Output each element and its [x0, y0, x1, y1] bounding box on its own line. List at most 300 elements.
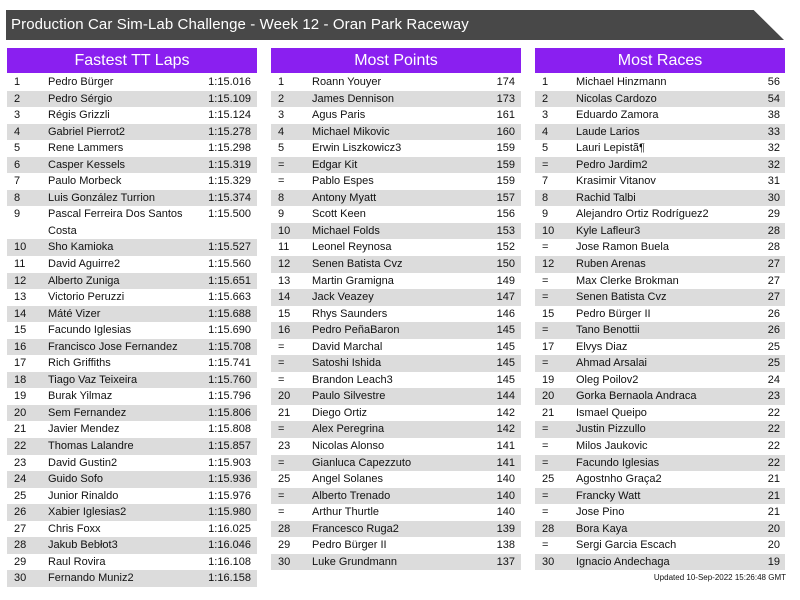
- row-value: 1:15.760: [208, 373, 251, 386]
- row-driver-name: Michael Mikovic: [312, 125, 390, 138]
- row-position: 15: [14, 324, 27, 337]
- row-driver-name: James Dennison: [312, 92, 394, 105]
- row-driver-name: Satoshi Ishida: [312, 357, 382, 370]
- row-value: 1:15.016: [208, 76, 251, 88]
- row-value: 22: [767, 440, 780, 453]
- row-value: 1:15.329: [208, 175, 251, 188]
- row-value: 32: [767, 142, 780, 155]
- row-position: 17: [542, 340, 555, 353]
- row-value: 141: [496, 456, 515, 469]
- row-value: 26: [767, 307, 780, 320]
- row-value: 149: [496, 274, 515, 287]
- row-value: 1:15.796: [208, 390, 251, 403]
- row-driver-name: Nicolas Alonso: [312, 440, 385, 453]
- table-row: [535, 223, 785, 240]
- row-position: 7: [542, 175, 549, 188]
- row-value: 1:15.651: [208, 274, 251, 287]
- row-driver-name: Krasimir Vitanov: [576, 175, 656, 188]
- row-position: 13: [14, 291, 27, 304]
- table-row: [7, 355, 257, 372]
- table-row: [7, 471, 257, 488]
- row-value: 38: [767, 109, 780, 122]
- row-driver-name: Chris Foxx: [48, 522, 101, 535]
- row-driver-name: Fernando Muniz2: [48, 572, 134, 585]
- row-position: 10: [542, 224, 555, 237]
- row-position: =: [542, 274, 549, 287]
- row-position: 8: [542, 191, 549, 204]
- row-driver-name: Jose Pino: [576, 506, 625, 519]
- table-row: [7, 438, 257, 455]
- row-driver-name: Rachid Talbi: [576, 191, 636, 204]
- table-row: [535, 124, 785, 141]
- table-row: [271, 239, 521, 256]
- table-row: [7, 521, 257, 538]
- row-driver-name: Javier Mendez: [48, 423, 120, 436]
- row-position: 5: [14, 142, 21, 155]
- row-value: 25: [767, 357, 780, 370]
- row-driver-name: Sergi Garcia Escach: [576, 539, 677, 552]
- row-position: 17: [14, 357, 27, 370]
- row-driver-name: Tiago Vaz Teixeira: [48, 373, 138, 386]
- row-driver-name: Kyle Lafleur3: [576, 224, 641, 237]
- table-row: [535, 74, 785, 91]
- row-value: 1:15.298: [208, 142, 251, 155]
- table-row: [271, 421, 521, 438]
- row-position: 9: [278, 208, 285, 221]
- row-driver-name: Alejandro Ortiz Rodríguez2: [576, 208, 709, 221]
- table-row: [535, 421, 785, 438]
- row-value: 145: [496, 357, 515, 370]
- row-position: 21: [542, 406, 555, 419]
- table-row: [271, 91, 521, 108]
- row-value: 22: [767, 406, 780, 419]
- row-position: =: [542, 291, 549, 304]
- row-driver-name: Milos Jaukovic: [576, 440, 648, 453]
- row-position: =: [278, 489, 285, 502]
- row-value: 1:15.688: [208, 307, 251, 320]
- row-position: =: [278, 340, 285, 353]
- table-row: [7, 306, 257, 323]
- row-driver-name: Ignacio Andechaga: [576, 555, 670, 568]
- row-driver-name: Pedro Bürger: [48, 76, 114, 88]
- row-value: 1:15.708: [208, 340, 251, 353]
- row-driver-name: Pedro Jardim2: [576, 158, 648, 171]
- row-position: 10: [14, 241, 27, 254]
- table-row: [7, 289, 257, 306]
- row-value: 1:15.374: [208, 191, 251, 204]
- row-position: 25: [14, 489, 27, 502]
- row-value: 1:15.936: [208, 473, 251, 486]
- row-driver-name: Nicolas Cardozo: [576, 92, 657, 105]
- row-value: 145: [496, 340, 515, 353]
- row-driver-name: Burak Yilmaz: [48, 390, 113, 403]
- row-driver-name: Max Clerke Brokman: [576, 274, 679, 287]
- row-value: 145: [496, 373, 515, 386]
- row-position: 18: [14, 373, 27, 386]
- row-position: 12: [542, 258, 555, 271]
- row-value: 27: [767, 274, 780, 287]
- row-driver-name: Pedro Bürger II: [576, 307, 651, 320]
- table-row: [271, 140, 521, 157]
- table-row: [535, 488, 785, 505]
- row-position: 20: [542, 390, 555, 403]
- row-driver-name: Gabriel Pierrot2: [48, 125, 126, 138]
- row-driver-name: Sho Kamioka: [48, 241, 114, 254]
- table-row: [7, 74, 257, 91]
- row-value: 1:15.500: [208, 208, 251, 221]
- row-value: 22: [767, 423, 780, 436]
- table-row: [271, 554, 521, 571]
- table-row: [271, 504, 521, 521]
- table-row: [7, 405, 257, 422]
- row-position: 12: [278, 258, 291, 271]
- row-position: =: [542, 241, 549, 254]
- row-driver-name: Senen Batista Cvz: [312, 258, 403, 271]
- row-position: 26: [14, 506, 27, 519]
- row-value: 1:15.124: [208, 109, 251, 122]
- fastest-laps-list: [7, 74, 257, 587]
- row-position: 22: [14, 440, 27, 453]
- row-driver-name: Lauri Lepistã¶: [576, 142, 645, 155]
- table-row: [271, 157, 521, 174]
- table-row: [271, 74, 521, 91]
- row-driver-name: Antony Myatt: [312, 191, 377, 204]
- row-position: 23: [14, 456, 27, 469]
- row-value: 140: [496, 506, 515, 519]
- row-driver-name: Bora Kaya: [576, 522, 628, 535]
- row-driver-name: Francisco Jose Fernandez: [48, 340, 178, 353]
- row-driver-name: Alberto Zuniga: [48, 274, 120, 287]
- row-position: =: [542, 324, 549, 337]
- row-value: 142: [496, 406, 515, 419]
- row-value: 28: [767, 224, 780, 237]
- table-row: [271, 488, 521, 505]
- panel-header: Most Races: [535, 48, 785, 73]
- row-position: 4: [542, 125, 549, 138]
- table-row: [535, 289, 785, 306]
- row-position: 15: [278, 307, 291, 320]
- row-driver-name: Sem Fernandez: [48, 406, 127, 419]
- row-value: 139: [496, 522, 515, 535]
- table-row: [535, 554, 785, 571]
- row-value: 25: [767, 340, 780, 353]
- row-driver-name: Francesco Ruga2: [312, 522, 399, 535]
- table-row: [535, 438, 785, 455]
- table-row: [271, 471, 521, 488]
- table-row: [7, 91, 257, 108]
- row-position: 1: [542, 76, 549, 88]
- table-row: [535, 273, 785, 290]
- row-position: 7: [14, 175, 21, 188]
- row-value: 159: [496, 142, 515, 155]
- row-position: 25: [278, 473, 291, 486]
- row-driver-name: Laude Larios: [576, 125, 640, 138]
- row-driver-name: Ruben Arenas: [576, 258, 646, 271]
- row-value: 31: [767, 175, 780, 188]
- row-value: 32: [767, 158, 780, 171]
- table-row: [7, 124, 257, 141]
- row-value: 1:15.806: [208, 406, 251, 419]
- row-value: 144: [496, 390, 515, 403]
- row-driver-name: Victorio Peruzzi: [48, 291, 125, 304]
- row-position: 14: [14, 307, 27, 320]
- table-row: [535, 157, 785, 174]
- row-value: 159: [496, 158, 515, 171]
- row-position: =: [278, 158, 285, 171]
- row-value: 146: [496, 307, 515, 320]
- row-driver-name: Jakub Bebłot3: [48, 539, 118, 552]
- row-value: 1:15.663: [208, 291, 251, 304]
- row-driver-name: Agus Paris: [312, 109, 366, 122]
- row-position: 10: [278, 224, 291, 237]
- row-position: 3: [542, 109, 549, 122]
- row-value: 147: [496, 291, 515, 304]
- row-position: 4: [278, 125, 285, 138]
- row-position: 4: [14, 125, 21, 138]
- table-row: [7, 239, 257, 256]
- table-row: [535, 355, 785, 372]
- row-value: 138: [496, 539, 515, 552]
- row-position: 28: [278, 522, 291, 535]
- row-driver-name: Guido Sofo: [48, 473, 104, 486]
- row-driver-name: Paulo Morbeck: [48, 175, 122, 188]
- table-row: [535, 322, 785, 339]
- table-row: [271, 339, 521, 356]
- row-value: 1:15.980: [208, 506, 251, 519]
- row-driver-name: Régis Grizzli: [48, 109, 110, 122]
- row-value: 1:15.690: [208, 324, 251, 337]
- row-value: 153: [496, 224, 515, 237]
- row-driver-name: Michael Hinzmann: [576, 76, 667, 88]
- row-position: =: [278, 506, 285, 519]
- row-position: 15: [542, 307, 555, 320]
- row-position: 27: [14, 522, 27, 535]
- table-row: [7, 570, 257, 587]
- panel-header: Fastest TT Laps: [7, 48, 257, 73]
- table-row: [535, 521, 785, 538]
- table-row: [271, 455, 521, 472]
- row-position: 11: [14, 258, 26, 271]
- row-driver-name: Alex Peregrina: [312, 423, 385, 436]
- row-position: =: [278, 373, 285, 386]
- row-value: 1:16.046: [208, 539, 251, 552]
- most-races-panel: [535, 48, 785, 570]
- row-value: 27: [767, 258, 780, 271]
- row-value: 20: [767, 522, 780, 535]
- most-races-list: [535, 74, 785, 570]
- fastest-laps-panel: [7, 48, 257, 587]
- table-row: [271, 388, 521, 405]
- row-value: 30: [767, 191, 780, 204]
- table-row: [271, 190, 521, 207]
- row-driver-name: Michael Folds: [312, 224, 380, 237]
- row-position: =: [542, 489, 549, 502]
- table-row: [535, 256, 785, 273]
- row-position: 23: [278, 440, 291, 453]
- table-row: [271, 173, 521, 190]
- row-driver-name: Rich Griffiths: [48, 357, 111, 370]
- row-position: 2: [14, 92, 21, 105]
- table-row: [271, 405, 521, 422]
- row-value: 24: [767, 373, 780, 386]
- row-value: 140: [496, 473, 515, 486]
- table-row: [535, 239, 785, 256]
- row-position: =: [542, 158, 549, 171]
- row-position: =: [542, 456, 549, 469]
- row-value: 26: [767, 324, 780, 337]
- table-row: [7, 256, 257, 273]
- row-position: 20: [14, 406, 27, 419]
- row-value: 21: [767, 489, 780, 502]
- row-value: 22: [767, 456, 780, 469]
- table-row: [7, 206, 257, 239]
- row-driver-name: Oleg Poilov2: [576, 373, 639, 386]
- row-driver-name: Pascal Ferreira Dos Santos Costa: [48, 208, 183, 237]
- row-position: 30: [542, 555, 555, 568]
- row-driver-name: David Gustin2: [48, 456, 118, 469]
- row-position: 3: [14, 109, 21, 122]
- table-row: [535, 140, 785, 157]
- row-position: 1: [278, 76, 285, 88]
- table-row: [535, 107, 785, 124]
- table-row: [7, 537, 257, 554]
- row-driver-name: Ismael Queipo: [576, 406, 647, 419]
- row-driver-name: Luke Grundmann: [312, 555, 397, 568]
- row-driver-name: Pablo Espes: [312, 175, 374, 188]
- table-row: [535, 91, 785, 108]
- row-driver-name: Facundo Iglesias: [48, 324, 132, 337]
- row-value: 142: [496, 423, 515, 436]
- row-driver-name: Luis González Turrion: [48, 191, 155, 204]
- row-value: 20: [767, 539, 780, 552]
- table-row: [535, 471, 785, 488]
- row-value: 174: [496, 76, 515, 88]
- row-driver-name: Rhys Saunders: [312, 307, 388, 320]
- row-position: 24: [14, 473, 27, 486]
- table-row: [7, 421, 257, 438]
- row-driver-name: Scott Keen: [312, 208, 366, 221]
- row-position: =: [542, 357, 549, 370]
- row-value: 21: [767, 473, 780, 486]
- row-value: 1:15.278: [208, 125, 251, 138]
- row-position: 12: [14, 274, 27, 287]
- row-value: 157: [496, 191, 515, 204]
- table-row: [535, 405, 785, 422]
- row-driver-name: Agostnho Graça2: [576, 473, 662, 486]
- row-value: 1:15.976: [208, 489, 251, 502]
- row-value: 161: [496, 109, 515, 122]
- table-row: [7, 372, 257, 389]
- row-driver-name: Pedro PeñaBaron: [312, 324, 400, 337]
- row-position: 9: [14, 208, 21, 221]
- table-row: [7, 157, 257, 174]
- table-row: [7, 388, 257, 405]
- row-driver-name: Raul Rovira: [48, 555, 106, 568]
- row-value: 21: [767, 506, 780, 519]
- row-value: 1:15.903: [208, 456, 251, 469]
- table-row: [7, 173, 257, 190]
- row-position: 29: [278, 539, 291, 552]
- table-row: [535, 504, 785, 521]
- row-position: =: [278, 456, 285, 469]
- row-driver-name: Brandon Leach3: [312, 373, 393, 386]
- row-driver-name: Erwin Liszkowicz3: [312, 142, 402, 155]
- row-position: 8: [278, 191, 285, 204]
- row-position: 19: [542, 373, 555, 386]
- row-value: 1:15.741: [208, 357, 251, 370]
- table-row: [535, 388, 785, 405]
- row-position: =: [542, 423, 549, 436]
- row-driver-name: Angel Solanes: [312, 473, 383, 486]
- row-value: 1:16.158: [208, 572, 251, 585]
- row-value: 27: [767, 291, 780, 304]
- row-driver-name: Rene Lammers: [48, 142, 124, 155]
- table-row: [535, 173, 785, 190]
- table-row: [7, 322, 257, 339]
- table-row: [271, 256, 521, 273]
- row-value: 160: [496, 125, 515, 138]
- table-row: [271, 107, 521, 124]
- table-row: [7, 190, 257, 207]
- row-value: 137: [496, 555, 515, 568]
- row-value: 159: [496, 175, 515, 188]
- row-driver-name: Leonel Reynosa: [312, 241, 392, 254]
- row-driver-name: Martin Gramigna: [312, 274, 394, 287]
- row-position: 6: [14, 158, 21, 171]
- row-position: 1: [14, 76, 21, 88]
- row-driver-name: Gianluca Capezzuto: [312, 456, 412, 469]
- row-value: 173: [496, 92, 515, 105]
- row-value: 1:15.319: [208, 158, 251, 171]
- most-points-list: [271, 74, 521, 570]
- row-value: 23: [767, 390, 780, 403]
- row-position: =: [278, 175, 285, 188]
- row-driver-name: Eduardo Zamora: [576, 109, 659, 122]
- row-value: 152: [496, 241, 515, 254]
- most-points-panel: [271, 48, 521, 570]
- table-row: [271, 537, 521, 554]
- table-row: [271, 372, 521, 389]
- row-driver-name: Jose Ramon Buela: [576, 241, 669, 254]
- table-row: [7, 273, 257, 290]
- row-driver-name: Pedro Sérgio: [48, 92, 113, 105]
- row-value: 1:15.527: [208, 241, 251, 254]
- table-row: [271, 289, 521, 306]
- table-row: [271, 521, 521, 538]
- table-row: [271, 206, 521, 223]
- table-row: [271, 124, 521, 141]
- row-position: 9: [542, 208, 549, 221]
- page-title: Production Car Sim-Lab Challenge - Week 12 - Oran Park Raceway: [11, 16, 469, 33]
- row-driver-name: Casper Kessels: [48, 158, 126, 171]
- row-driver-name: Máté Vizer: [48, 307, 101, 320]
- row-position: =: [542, 440, 549, 453]
- row-position: 21: [278, 406, 291, 419]
- table-row: [7, 504, 257, 521]
- row-driver-name: Thomas Lalandre: [48, 440, 134, 453]
- table-row: [535, 455, 785, 472]
- row-value: 1:15.109: [208, 92, 251, 105]
- row-position: 25: [542, 473, 555, 486]
- row-driver-name: Paulo Silvestre: [312, 390, 386, 403]
- row-driver-name: Diego Ortiz: [312, 406, 368, 419]
- row-value: 145: [496, 324, 515, 337]
- row-driver-name: Facundo Iglesias: [576, 456, 660, 469]
- row-value: 1:16.025: [208, 522, 251, 535]
- row-value: 156: [496, 208, 515, 221]
- row-driver-name: Tano Benottii: [576, 324, 640, 337]
- updated-timestamp: Updated 10-Sep-2022 15:26:48 GMT: [653, 573, 786, 582]
